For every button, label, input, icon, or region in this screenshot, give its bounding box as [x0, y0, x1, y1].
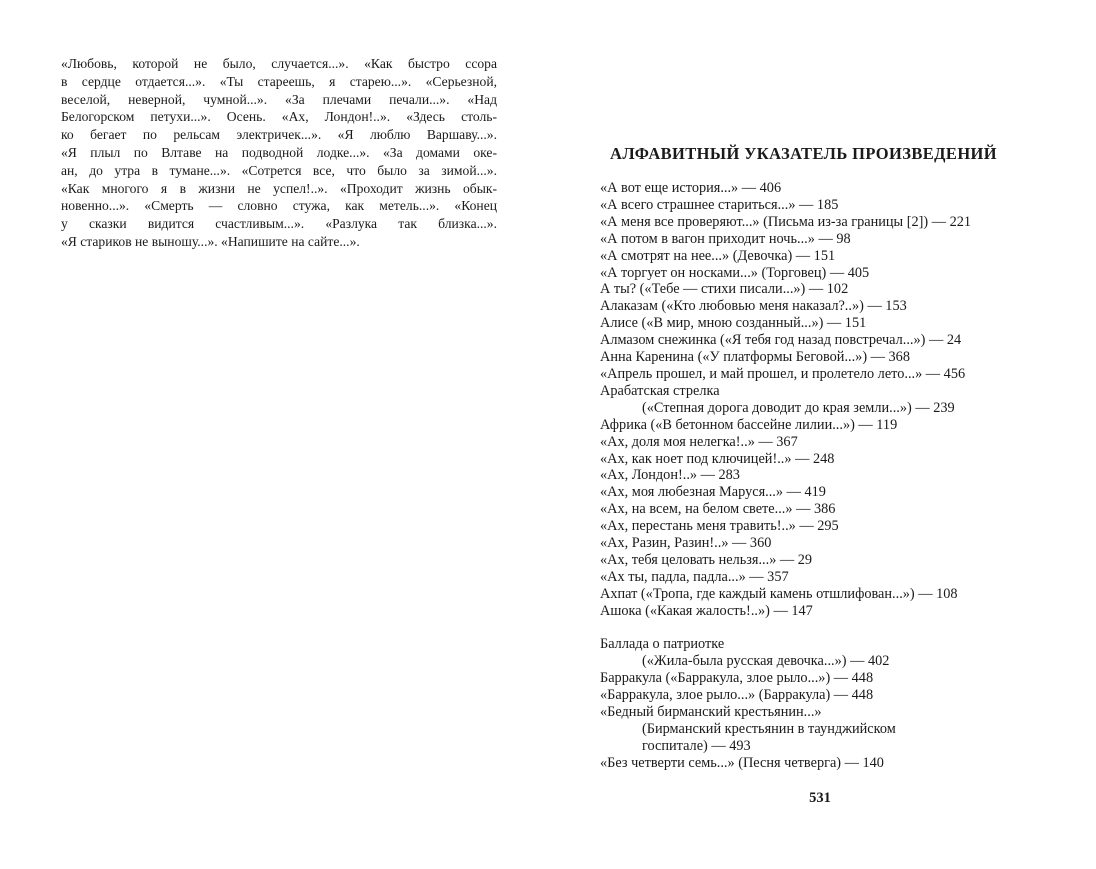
index-entry-line: Барракула («Барракула, злое рыло...») — 448 [600, 670, 874, 687]
index-entry-line: А ты? («Тебе — стихи писали...») — 102 [600, 281, 849, 298]
index-entry-line: («Степная дорога доводит до края земли...») — 239 [642, 399, 955, 416]
index-entry-line: («Жила-была русская девочка...») — 402 [642, 653, 890, 670]
index-entry-line: Анна Каренина («У платформы Беговой...») — 368 [600, 349, 910, 366]
index-entry [600, 535, 1040, 552]
index-entry-line: «Без четверти семь...» (Песня четверга) — 140 [600, 754, 884, 771]
section-gap [600, 620, 1040, 637]
right-page [600, 140, 1040, 772]
index-entry-line: госпитале) — 493 [642, 737, 751, 754]
index-title: АЛФАВИТНЫЙ УКАЗАТЕЛЬ ПРОИЗВЕДЕНИЙ [610, 144, 998, 163]
index-entry [600, 248, 1040, 265]
index-entry-line: «Ах ты, падла, падла...» — 357 [600, 568, 789, 585]
index-entry [600, 281, 1040, 298]
index-entry [600, 180, 1040, 197]
index-entry [600, 434, 1040, 451]
index-entry [600, 704, 1040, 755]
left-page-paragraph [61, 55, 497, 251]
index-entry [600, 755, 1040, 772]
index-entry [600, 518, 1040, 535]
index-entry-line: «А смотрят на нее...» (Девочка) — 151 [600, 247, 836, 264]
text-line: ан, до утра в тумане...». «Сотрется все, что было за зимой...». [61, 162, 497, 178]
index-entry [600, 417, 1040, 434]
index-entry-line: Африка («В бетонном бассейне лилии...») — 119 [600, 416, 898, 433]
index-entry [600, 501, 1040, 518]
index-entry-line: «Ах, Разин, Разин!..» — 360 [600, 535, 772, 552]
index-entry [600, 349, 1040, 366]
index-entry-line: Алмазом снежинка («Я тебя год назад повстречал...») — 24 [600, 332, 962, 349]
index-entry [600, 298, 1040, 315]
index-entry [600, 636, 1040, 670]
text-line: в сердце отдается...». «Ты стареешь, я старею...». «Серьезной, [61, 73, 497, 89]
index-entry [600, 265, 1040, 282]
text-line: «Я стариков не выношу...». «Напишите на сайте...». [61, 233, 360, 249]
index-entry [600, 197, 1040, 214]
index-entry-line: «Ах, Лондон!..» — 283 [600, 467, 740, 484]
index-entry [600, 383, 1040, 417]
index-entry-line: «А торгует он носками...» (Торговец) — 405 [600, 264, 870, 281]
text-line: новенно...». «Смерть — словно стужа, как метель...». «Конец [61, 198, 497, 214]
text-line: ко бегает по рельсам электричек...». «Я люблю Варшаву...». [61, 127, 497, 143]
index-entry-line: «Ах, на всем, на белом свете...» — 386 [600, 501, 836, 518]
index-entry [600, 552, 1040, 569]
index-entries-a [600, 180, 1040, 620]
text-line: «Любовь, которой не было, случается...». «Как быстро ссора [61, 56, 497, 71]
index-entry-line: «А меня все проверяют...» (Письма из-за границы [2]) — 221 [600, 213, 972, 230]
text-line: Белогорском петухи...». Осень. «Ах, Лондон!..». «Здесь столь- [61, 109, 497, 125]
index-entry-line: «Ах, как ноет под ключицей!..» — 248 [600, 450, 835, 467]
text-line: у сказки видится счастливым...». «Разлука так близка...». [61, 216, 497, 232]
index-entry-line: «А всего страшнее стариться...» — 185 [600, 196, 839, 213]
page-number: 531 [809, 790, 831, 806]
index-entry-line: «Барракула, злое рыло...» (Барракула) — 448 [600, 687, 874, 704]
index-entry [600, 569, 1040, 586]
index-entry-line: Ашока («Какая жалость!..») — 147 [600, 602, 813, 619]
index-entry-line: Арабатская стрелка [600, 382, 720, 399]
index-entry-line: «А потом в вагон приходит ночь...» — 98 [600, 230, 851, 247]
index-entry-line: Алисе («В мир, мною созданный...») — 151 [600, 315, 867, 332]
index-entry [600, 366, 1040, 383]
index-entry [600, 315, 1040, 332]
index-entry [600, 231, 1040, 248]
text-line: «Я плыл по Влтаве на подводной лодке...». «За домами оке- [61, 144, 497, 160]
left-page [61, 55, 497, 251]
index-entry-line: «Ах, перестань меня травить!..» — 295 [600, 518, 839, 535]
index-entry [600, 670, 1040, 687]
index-entry [600, 603, 1040, 620]
index-entry-line: «Ах, тебя целовать нельзя...» — 29 [600, 551, 813, 568]
index-entry-line: Баллада о патриотке [600, 636, 725, 653]
index-entry-line: «Бедный бирманский крестьянин...» [600, 704, 822, 721]
index-entry-line: «Апрель прошел, и май прошел, и пролетело лето...» — 456 [600, 365, 966, 382]
text-line: веселой, неверной, чумной...». «За плечами печали...». «Над [61, 91, 497, 107]
index-entry-line: «Ах, доля моя нелегка!..» — 367 [600, 433, 798, 450]
index-entry-line: «А вот еще история...» — 406 [600, 180, 782, 196]
text-line: «Как многого я в жизни не успел!..». «Проходит жизнь обык- [61, 180, 497, 196]
index-entry [600, 451, 1040, 468]
index-entry [600, 687, 1040, 704]
index-entry-line: (Бирманский крестьянин в таунджийском [642, 720, 896, 737]
index-entry [600, 467, 1040, 484]
index-entry-line: Ахпат («Тропа, где каждый камень отшлифован...») — 108 [600, 585, 958, 602]
index-entry-line: Алаказам («Кто любовью меня наказал?..») — 153 [600, 298, 907, 315]
index-entry [600, 484, 1040, 501]
index-entry [600, 332, 1040, 349]
index-entry-line: «Ах, моя любезная Маруся...» — 419 [600, 484, 826, 501]
index-entries-b [600, 636, 1040, 771]
index-entry [600, 214, 1040, 231]
index-entry [600, 586, 1040, 603]
